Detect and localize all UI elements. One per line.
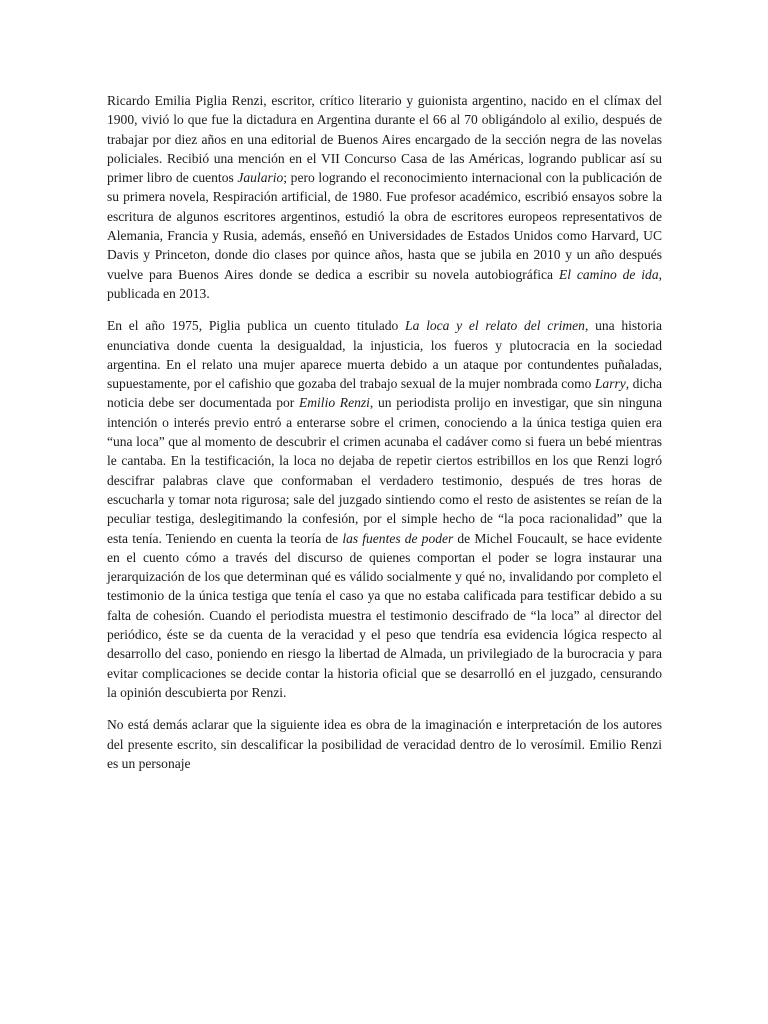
document-page bbox=[107, 91, 662, 786]
paragraph-3 bbox=[107, 715, 662, 773]
text-span: Ricardo Emilia Piglia Renzi, escritor, crítico literario y guionista argentino, nacido en el clímax del 1900, vivió lo que fue la dictadura en Argentina durante el 66 al 70 obligándolo al exilio, después de trabajar por diez años en una editorial de Buenos Aires encargado de la sección negra de las novelas policiales. Recibió una mención en el VII Concurso Casa de las Américas, logrando publicar así su primer libro de cuentos bbox=[107, 93, 662, 186]
text-span: ; pero logrando el reconocimiento internacional con la publicación de su primera novela, Respiración artificial, de 1980. Fue profesor académico, escribió ensayos sobre la escritura de algunos escritores argentinos, estudió la obra de escritores europeos representativos de Alemania, Francia y Rusia, además, enseñó en Universidades de Estados Unidos como Harvard, UC Davis y Princeton, donde dio clases por quince años, hasta que se jubila en 2010 y un año después vuelve para Buenos Aires donde se dedica a escribir su novela autobiográfica bbox=[107, 170, 662, 282]
text-span: , un periodista prolijo en investigar, que sin ninguna intención o interés previo entró a enterarse sobre el crimen, conociendo a la única testiga quien era “una loca” que al momento de descubrir el crimen acunaba el cadáver como si fuera un bebé mientras le cantaba. En la testificación, la loca no dejaba de repetir ciertos estribillos en los que Renzi logró descifrar palabras clave que conformaban el verdadero testimonio, después de tres horas de escucharla y tomar nota rigurosa; sale del juzgado sintiendo como el resto de asistentes se reían de la peculiar testiga, deslegitimando la confesión, por el simple hecho de “la poca racionalidad” que la esta tenía. Teniendo en cuenta la teoría de bbox=[107, 395, 662, 546]
text-span: No está demás aclarar que la siguiente idea es obra de la imaginación e interpretación de los autores del presente escrito, sin descalificar la posibilidad de veracidad dentro de lo verosímil. Emilio Renzi es un personaje bbox=[107, 717, 662, 771]
story-title: La loca y el relato del crimen bbox=[405, 318, 585, 334]
paragraph-1 bbox=[107, 91, 662, 303]
theory-title: las fuentes de poder bbox=[342, 530, 454, 546]
text-span: En el año 1975, Piglia publica un cuento titulado bbox=[107, 318, 406, 334]
text-span: , publicada en 2013. bbox=[107, 266, 662, 301]
text-span: de Michel Foucault, se hace evidente en el cuento cómo a través del discurso de quienes comportan el poder se logra instaurar una jerarquización de los que determinan qué es válido socialmente y qué no, invalidando por completo el testimonio de la única testiga que tenía el caso ya que no estaba calificada para testificar debido a su falta de cohesión. Cuando el periodista muestra el testimonio descifrado de “la loca” al director del periódico, éste se da cuenta de la veracidad y el peso que tendría esa evidencia lógica respecto al desarrollo del caso, poniendo en riesgo la libertad de Almada, un privilegiado de la burocracia y para evitar complicaciones se decide contar la historia oficial que se desarrolló en el juzgado, censurando la opinión descubierta por Renzi. bbox=[107, 530, 662, 700]
text-span: , dicha noticia debe ser documentada por bbox=[107, 376, 662, 411]
character-name-emilio-renzi: Emilio Renzi bbox=[298, 395, 370, 411]
book-title-el-camino-de-ida: El camino de ida bbox=[558, 266, 659, 282]
character-name-larry: Larry bbox=[594, 376, 626, 392]
paragraph-2 bbox=[107, 316, 662, 702]
text-span: , una historia enunciativa donde cuenta la desigualdad, la injusticia, los fueros y plutocracia en la sociedad argentina. En el relato una mujer aparece muerta debido a un ataque por contundentes puñaladas, supuestamente, por el cafishio que gozaba del trabajo sexual de la mujer nombrada como bbox=[107, 318, 662, 392]
book-title-jaulario: Jaulario bbox=[237, 170, 284, 186]
